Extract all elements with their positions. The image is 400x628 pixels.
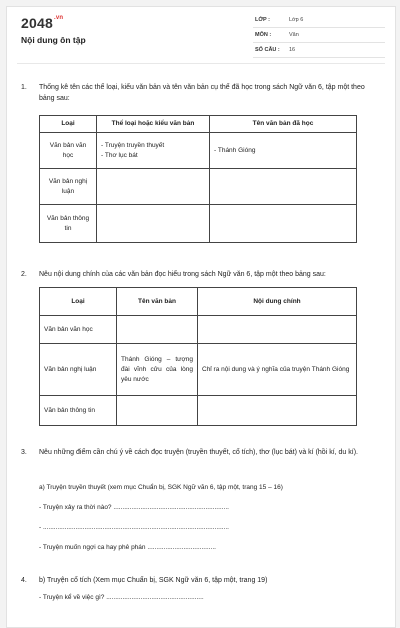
table-cell: Văn bản thông tin — [40, 205, 97, 243]
answer-line: - Truyện xảy ra thời nào? ................................................................ — [39, 504, 229, 511]
answer-line: - Truyện kể về việc gì? ...................................................... — [39, 594, 204, 601]
table-cell: Văn bản văn học — [40, 316, 117, 344]
table-cell: - Truyện truyền thuyết - Thơ lục bát — [97, 133, 210, 169]
table-header: Loại — [40, 116, 97, 133]
page-title: Nội dung ôn tập — [21, 35, 86, 45]
table-cell — [210, 205, 357, 243]
question-text: Nêu những điểm cần chú ý về cách đọc truyện (truyền thuyết, cổ tích), thơ (lục bát) và kí (hồi kí, du kí). — [39, 449, 358, 456]
table-cell: Chỉ ra nội dung và ý nghĩa của truyện Thánh Gióng — [198, 344, 357, 396]
page-header — [7, 7, 395, 61]
question-number: 1. — [21, 84, 27, 91]
header-divider — [17, 63, 385, 64]
table-header: Loại — [40, 288, 117, 316]
table-cell — [97, 205, 210, 243]
table-header: Tên văn bản đã học — [210, 116, 357, 133]
table-row — [40, 133, 357, 169]
meta-class: LỚP : Lớp 6 — [253, 13, 385, 28]
table-cell — [97, 169, 210, 205]
question-number: 4. — [21, 577, 27, 584]
table-row — [40, 316, 357, 344]
site-logo[interactable]: $2048^{.vn}$ — [21, 15, 64, 31]
table-cell: Văn bản nghị luận — [40, 344, 117, 396]
content-table — [39, 287, 357, 426]
question-text: b) Truyện cổ tích (Xem mục Chuẩn bị, SGK Ngữ văn 6, tập một, trang 19) — [39, 577, 268, 584]
question-text: Thống kê tên các thể loại, kiểu văn bản và tên văn bản cụ thể đã học trong sách Ngữ văn 6, tập một theo bảng sau: — [39, 84, 365, 102]
table-cell — [117, 396, 198, 426]
table-cell — [198, 396, 357, 426]
section-a-title: a) Truyện truyền thuyết (xem mục Chuẩn bị, SGK Ngữ văn 6, tập một, trang 15 – 16) — [39, 484, 283, 491]
table-row — [40, 205, 357, 243]
table-header: Thể loại hoặc kiểu văn bản — [97, 116, 210, 133]
question-number: 3. — [21, 449, 27, 456]
table-header: Tên văn bản — [117, 288, 198, 316]
meta-subject: MÔN : Văn — [253, 28, 385, 43]
meta-info — [253, 13, 385, 58]
answer-line: - Truyện muốn ngợi ca hay phê phán ...................................... — [39, 544, 216, 551]
table-cell — [198, 316, 357, 344]
answer-line: - ....................................................................................................... — [39, 524, 229, 531]
table-row — [40, 169, 357, 205]
genre-table — [39, 115, 357, 243]
table-cell — [117, 316, 198, 344]
document-page — [6, 6, 396, 628]
table-cell: Thánh Gióng – tượng đài vĩnh cửu của lòng yêu nước — [117, 344, 198, 396]
table-cell: Văn bản nghị luận — [40, 169, 97, 205]
table-cell: - Thánh Gióng — [210, 133, 357, 169]
table-cell: Văn bản văn học — [40, 133, 97, 169]
table-row — [40, 396, 357, 426]
table-row — [40, 344, 357, 396]
question-text: Nêu nội dung chính của các văn bản đọc hiểu trong sách Ngữ văn 6, tập một theo bảng sau: — [39, 271, 326, 278]
meta-question-count: SỐ CÂU : 16 — [253, 43, 385, 58]
table-cell — [210, 169, 357, 205]
table-cell: Văn bản thông tin — [40, 396, 117, 426]
question-number: 2. — [21, 271, 27, 278]
table-header: Nội dung chính — [198, 288, 357, 316]
